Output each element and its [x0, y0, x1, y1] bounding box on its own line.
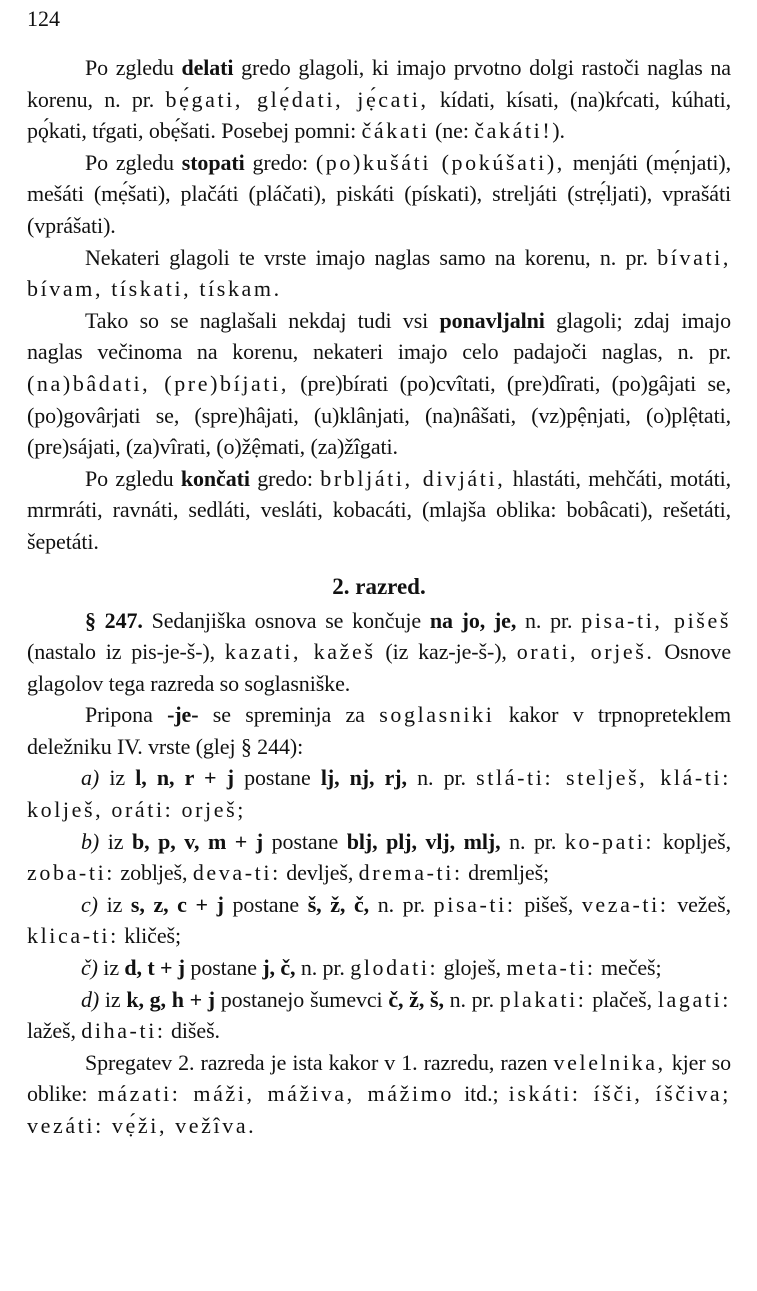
text-segment: pisa-ti, pišeš — [581, 607, 731, 633]
paragraph-p11 — [27, 952, 731, 984]
paragraph-p13 — [27, 1047, 731, 1142]
paragraph-p3 — [27, 242, 731, 305]
text-segment: a) — [81, 765, 100, 791]
text-segment: iz — [99, 828, 133, 854]
text-segment: b) — [81, 828, 100, 854]
text-segment: č, ž, š, — [388, 986, 444, 1012]
text-segment: kjer so oblike: — [27, 1049, 732, 1107]
text-segment: se spreminja za — [198, 702, 380, 728]
text-segment: iz — [99, 986, 127, 1012]
text-segment: končati — [180, 465, 250, 491]
text-segment: soglasniki — [379, 702, 495, 728]
paragraph-p2 — [27, 147, 731, 242]
text-segment: č) — [81, 955, 98, 981]
paragraph-p1 — [27, 52, 731, 147]
text-segment: drema-ti: — [358, 860, 463, 886]
text-segment: kličeš; — [118, 923, 181, 949]
text-segment: na jo, je, — [429, 607, 517, 633]
text-segment: gredo: — [249, 465, 321, 491]
text-segment: vezáti: vẹ́ži, vežîva. — [27, 1113, 257, 1138]
text-block-verbs-class-2 — [27, 605, 731, 1142]
text-segment: klica-ti: — [27, 923, 119, 949]
text-segment: c) — [81, 891, 98, 917]
text-segment: stopati — [181, 149, 245, 175]
text-segment: (nastalo iz pis-je-š-), — [27, 639, 225, 665]
text-segment: pišeš, — [515, 891, 582, 917]
text-segment: iz — [99, 765, 136, 791]
text-segment: ponavljalni — [439, 307, 545, 333]
text-segment: postane — [223, 891, 308, 917]
text-segment: zoba-ti: — [27, 860, 115, 886]
text-segment: n. pr. — [406, 765, 477, 791]
text-segment: Tako so se naglašali nekdaj tudi vsi — [85, 307, 440, 333]
text-segment: š, ž, č, — [307, 891, 370, 917]
paragraph-p6 — [27, 605, 731, 700]
text-segment: n. pr. — [443, 986, 500, 1012]
text-segment: Po zgledu — [85, 55, 182, 80]
text-segment: d, t + j — [124, 955, 186, 981]
text-segment: vežeš, — [668, 891, 732, 917]
text-segment: n. pr. — [500, 828, 565, 854]
text-segment: iz — [97, 955, 125, 981]
text-segment: brbljáti, divjáti, — [320, 465, 506, 491]
text-segment: lj, nj, rj, — [320, 765, 407, 791]
text-segment: bívati, bívam, tískati, tískam. — [27, 244, 731, 302]
paragraph-p9 — [27, 826, 731, 889]
text-segment: (pre)bírati (po)cvîtati, (pre)dîrati, (po)gâjati se, (po)govârjati se, (spre)hâjati, (u)klânjati, (na)nâšati, (vz)pệnjati, (o)plệtati, (pre)sájati, (za)vîrati, (o)žệmati, (za)žîgati. — [27, 370, 731, 460]
text-block-verbs-class-1 — [27, 52, 731, 558]
text-segment: gredo glagoli, ki imajo prvotno dolgi rastoči naglas na korenu, n. pr. — [27, 55, 731, 112]
text-segment: mázati: máži, máživa, mážimo — [97, 1081, 454, 1107]
text-segment: s, z, c + j — [130, 891, 224, 917]
text-segment: (iz kaz-je-š-), — [375, 639, 517, 665]
text-segment: pisa-ti: — [433, 891, 516, 917]
text-segment: Nekateri glagoli te vrste imajo naglas samo na korenu, n. pr. — [85, 244, 658, 270]
text-segment: lažeš, — [27, 1018, 82, 1044]
text-segment: itd.; — [454, 1081, 509, 1107]
text-segment: bẹ́gati, glẹ́dati, jẹ́cati, — [165, 86, 429, 112]
text-segment: plačeš, — [586, 986, 658, 1012]
text-segment: koplješ, — [654, 828, 732, 854]
text-segment: devlješ, — [280, 860, 359, 886]
text-segment: l, n, r + j — [135, 765, 234, 791]
paragraph-p4 — [27, 305, 731, 463]
text-segment: hlastáti, mehčáti, motáti, mrmráti, ravnáti, sedláti, vesláti, kobacáti, (mlajša oblika: bobâcati), rešetáti, šepetáti. — [27, 465, 732, 554]
text-segment: kídati, kísati, (na)kŕcati, kúhati, pǫ́kati, tŕgati, obẹ́šati. Posebej pomni: — [27, 86, 731, 144]
text-segment: j, č, — [262, 955, 296, 981]
text-segment: ko-pati: — [564, 828, 655, 854]
text-segment: gloješ, — [438, 955, 507, 981]
text-segment: glodati: — [350, 955, 439, 981]
text-segment: Spregatev 2. razreda je ista kakor v 1. razredu, razen — [85, 1049, 554, 1075]
text-segment: n. pr. — [369, 891, 434, 917]
text-segment: Sedanjiška osnova se končuje — [142, 607, 430, 633]
text-segment: kazati, kažeš — [224, 639, 376, 665]
text-segment: iz — [97, 891, 131, 917]
section-title: 2. razred. — [332, 573, 426, 599]
paragraph-p5 — [27, 463, 731, 558]
text-segment: čakáti! — [474, 118, 553, 144]
text-segment: velelnika, — [553, 1049, 666, 1075]
text-segment: zoblješ, — [115, 860, 193, 886]
text-segment: menjáti (mẹ́njati), mešáti (mẹ́šati), plačáti (pláčati), piskáti (pískati), streljáti (strẹ́ljati), vprašáti (vprášati). — [27, 149, 731, 238]
paragraph-p8 — [27, 762, 731, 825]
text-segment: kakor v trpnopreteklem deležniku IV. vrste (glej § 244): — [27, 702, 732, 759]
text-segment: (po)kušáti (pokúšati), — [315, 149, 565, 175]
page-number: 124 — [27, 6, 60, 31]
text-segment: Po zgledu — [85, 149, 182, 175]
text-segment: Osnove glagolov tega razreda so soglasniške. — [27, 639, 731, 696]
text-segment: čákati — [361, 118, 430, 144]
text-segment: glagoli; zdaj imajo naglas večinoma na korenu, nekateri imajo celo padajoči naglas, n. pr. — [27, 307, 731, 365]
text-segment: deva-ti: — [192, 860, 281, 886]
text-segment: dremlješ; — [462, 860, 550, 886]
text-segment: veza-ti: — [581, 891, 669, 917]
text-segment: n. pr. — [295, 955, 351, 981]
text-segment: k, g, h + j — [126, 986, 216, 1012]
text-segment: § 247. — [85, 607, 143, 633]
paragraph-p7 — [27, 699, 731, 762]
text-segment: orati, orješ. — [516, 639, 655, 665]
text-segment: (ne: — [429, 118, 475, 144]
text-segment: stlá-ti: stelješ, klá-ti: kolješ, oráti: orješ; — [27, 765, 731, 823]
text-segment: lagati: — [657, 986, 731, 1012]
text-segment: delati — [181, 55, 234, 80]
paragraph-p12 — [27, 984, 731, 1047]
text-segment: mečeš; — [595, 955, 662, 981]
text-segment: Po zgledu — [85, 465, 181, 491]
text-segment: gredo: — [244, 149, 316, 175]
text-segment: (na)bâdati, (pre)bíjati, — [27, 370, 289, 396]
text-segment: -je- — [167, 702, 199, 728]
text-segment: plakati: — [499, 986, 587, 1012]
text-segment: postane — [233, 765, 321, 791]
text-segment: blj, plj, vlj, mlj, — [346, 828, 501, 854]
text-segment: iskáti: íšči, íščiva; — [508, 1081, 731, 1107]
text-segment: d) — [81, 986, 100, 1012]
text-segment: b, p, v, m + j — [132, 828, 264, 854]
text-segment: ). — [552, 118, 565, 144]
text-segment: postane — [185, 955, 263, 981]
text-segment: postane — [263, 828, 347, 854]
text-segment: Pripona — [85, 702, 168, 728]
text-segment: diha-ti: — [81, 1018, 166, 1044]
text-segment: meta-ti: — [506, 955, 596, 981]
text-segment: n. pr. — [516, 607, 582, 633]
text-segment: postanejo šumevci — [215, 986, 389, 1012]
text-segment: dišeš. — [165, 1018, 220, 1044]
paragraph-p10 — [27, 889, 731, 952]
